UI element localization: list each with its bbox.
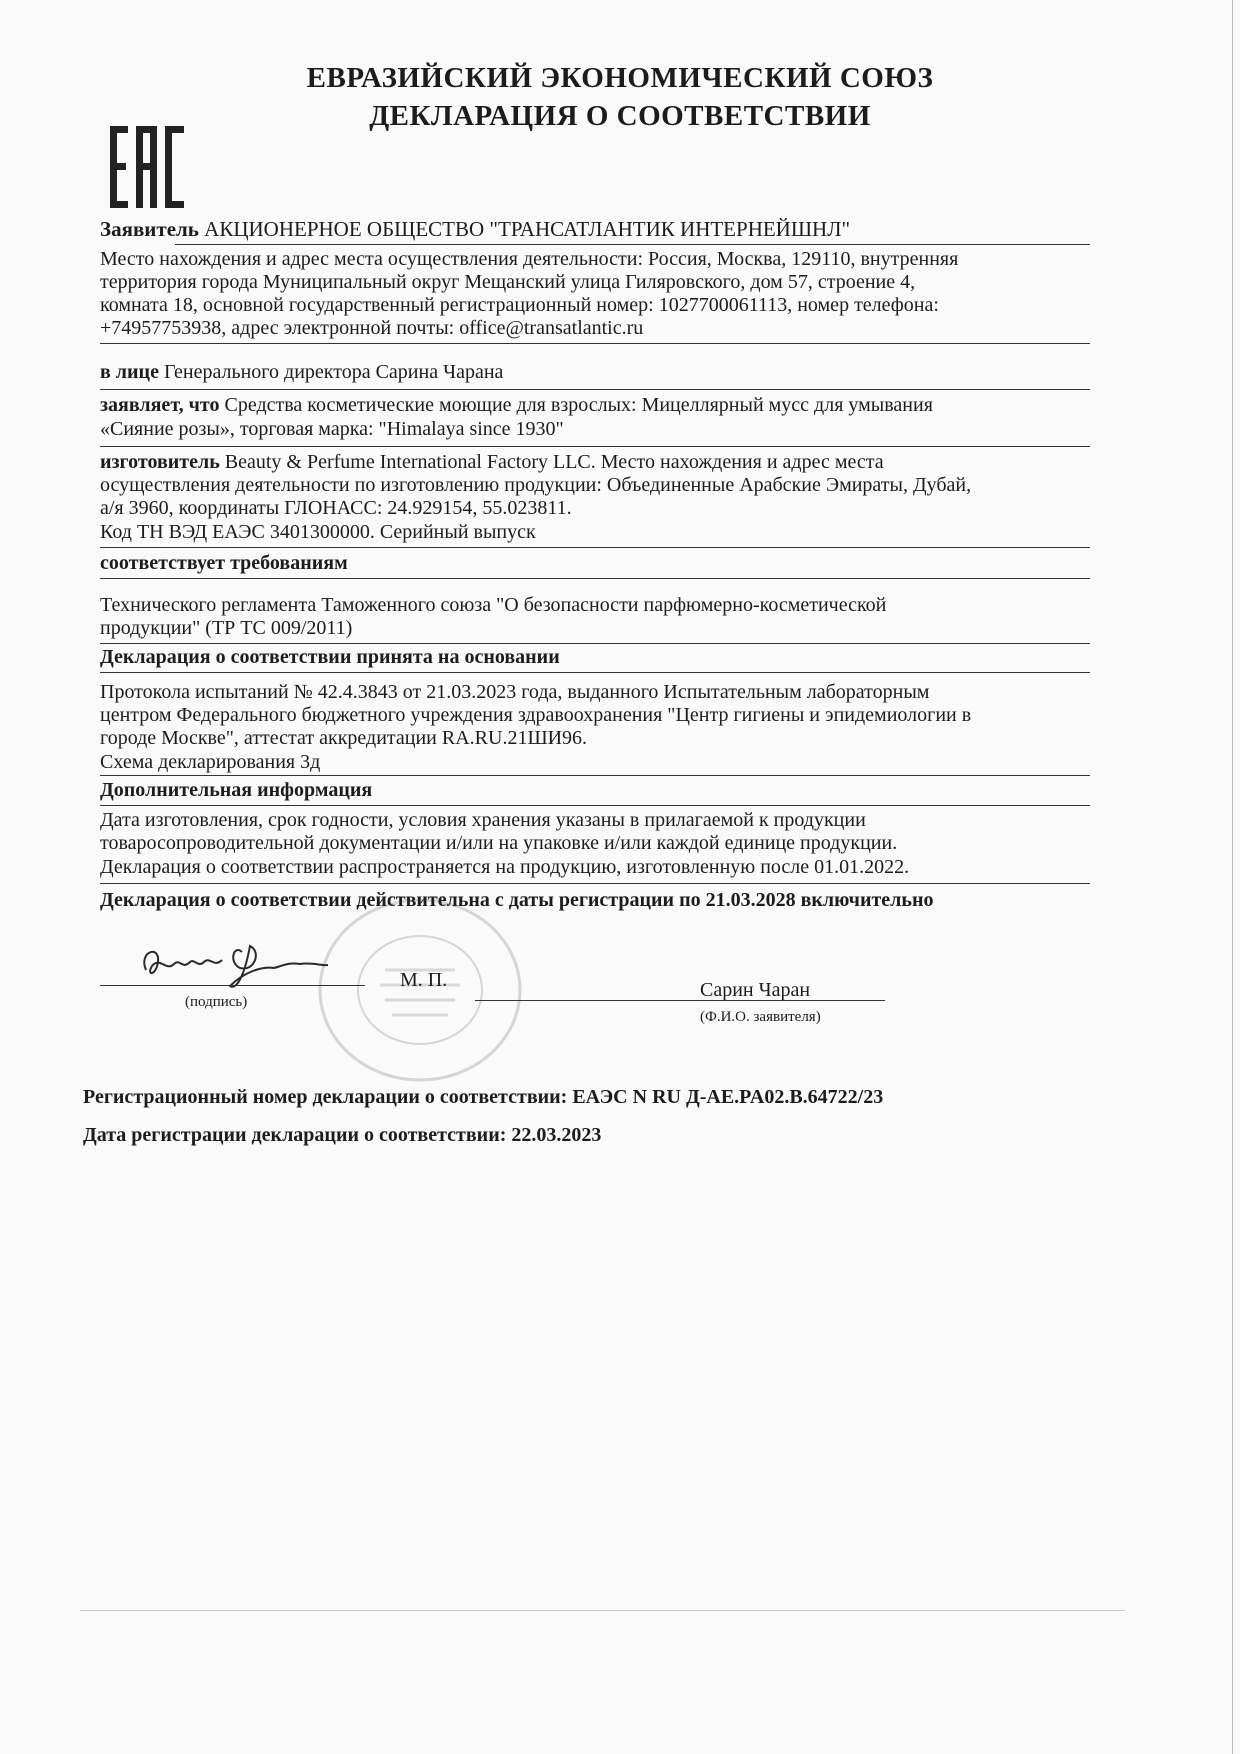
regulation-line-2: продукции" (ТР ТС 009/2011) [100,617,353,639]
manufacturer-label: изготовитель [100,451,220,473]
applicant-full-name: Сарин Чаран [700,979,811,1001]
divider [100,446,1090,447]
representative-row [100,360,503,385]
union-title: ЕВРАЗИЙСКИЙ ЭКОНОМИЧЕСКИЙ СОЮЗ [306,62,934,94]
product-line-2: «Сияние розы», торговая марка: "Himalaya since 1930" [100,418,564,440]
signature-line [100,985,365,986]
representative-label: в лице [100,361,159,383]
additional-line-2: товаросопроводительной документации и/или на упаковке и/или каждой единице продукции. [100,832,898,854]
manufacturer-row [100,450,884,475]
requirements-label: соответствует требованиям [100,552,348,574]
registration-number: Регистрационный номер декларации о соответствии: ЕАЭС N RU Д-AE.PA02.B.64722/23 [83,1086,884,1108]
scan-edge [1232,0,1233,1754]
address-line-1: Место нахождения и адрес места осуществления деятельности: Россия, Москва, 129110, внутренняя [100,248,959,270]
handwritten-signature-icon [132,932,352,992]
divider [100,672,1090,673]
signature-caption: (подпись) [185,994,248,1010]
footer-rule [80,1610,1125,1611]
divider [100,343,1090,344]
address-line-3: комната 18, основной государственный регистрационный номер: 1027700061113, номер телефона: [100,294,939,316]
regulation-line-1: Технического регламента Таможенного союза "О безопасности парфюмерно-косметической [100,594,887,616]
eac-logo-icon [108,122,188,212]
product-line-1: Средства косметические моющие для взрослых: Мицеллярный мусс для умывания [224,394,933,416]
applicant-name: АКЦИОНЕРНОЕ ОБЩЕСТВО "ТРАНСАТЛАНТИК ИНТЕРНЕЙШНЛ" [204,217,851,241]
hs-code-line: Код ТН ВЭД ЕАЭС 3401300000. Серийный выпуск [100,521,536,543]
divider [100,775,1090,776]
basis-label: Декларация о соответствии принята на основании [100,646,560,668]
additional-label: Дополнительная информация [100,779,373,801]
seal-placeholder: М. П. [400,969,448,991]
manufacturer-line-3: а/я 3960, координаты ГЛОНАСС: 24.929154, 55.023811. [100,497,572,519]
basis-line-2: центром Федерального бюджетного учреждения здравоохранения "Центр гигиены и эпидемиологии в [100,704,972,726]
basis-line-3: городе Москве", аттестат аккредитации RA.RU.21ШИ96. [100,727,588,749]
address-line-4: +74957753938, адрес электронной почты: office@transatlantic.ru [100,317,644,339]
declares-label: заявляет, что [100,394,220,416]
applicant-row [100,217,850,242]
address-line-2: территория города Муниципальный округ Мещанский улица Гиляровского, дом 57, строение 4, [100,271,916,293]
additional-line-3: Декларация о соответствии распространяется на продукцию, изготовленную после 01.01.2022. [100,856,910,878]
registration-date: Дата регистрации декларации о соответствии: 22.03.2023 [83,1124,602,1146]
representative-name: Генерального директора Сарина Чарана [163,361,504,383]
divider [100,883,1090,884]
additional-line-1: Дата изготовления, срок годности, условия хранения указаны в прилагаемой к продукции [100,809,866,831]
divider [100,389,1090,390]
validity-statement: Декларация о соответствии действительна с даты регистрации по 21.03.2028 включительно [100,889,934,911]
name-line [475,1000,885,1001]
manufacturer-line-1: Beauty & Perfume International Factory LLC. Место нахождения и адрес места [224,451,884,473]
manufacturer-line-2: осуществления деятельности по изготовлению продукции: Объединенные Арабские Эмираты, Дубай, [100,474,972,496]
divider [100,805,1090,806]
declares-row [100,393,933,418]
document-title: ДЕКЛАРАЦИЯ О СООТВЕТСТВИИ [369,100,871,132]
basis-line-1: Протокола испытаний № 42.4.3843 от 21.03.2023 года, выданного Испытательным лабораторным [100,681,930,703]
divider [100,547,1090,548]
applicant-label: Заявитель [100,217,199,241]
scheme-line: Схема декларирования 3д [100,751,321,773]
divider [100,643,1090,644]
divider [100,578,1090,579]
name-caption: (Ф.И.О. заявителя) [700,1009,821,1025]
divider [175,244,1090,245]
